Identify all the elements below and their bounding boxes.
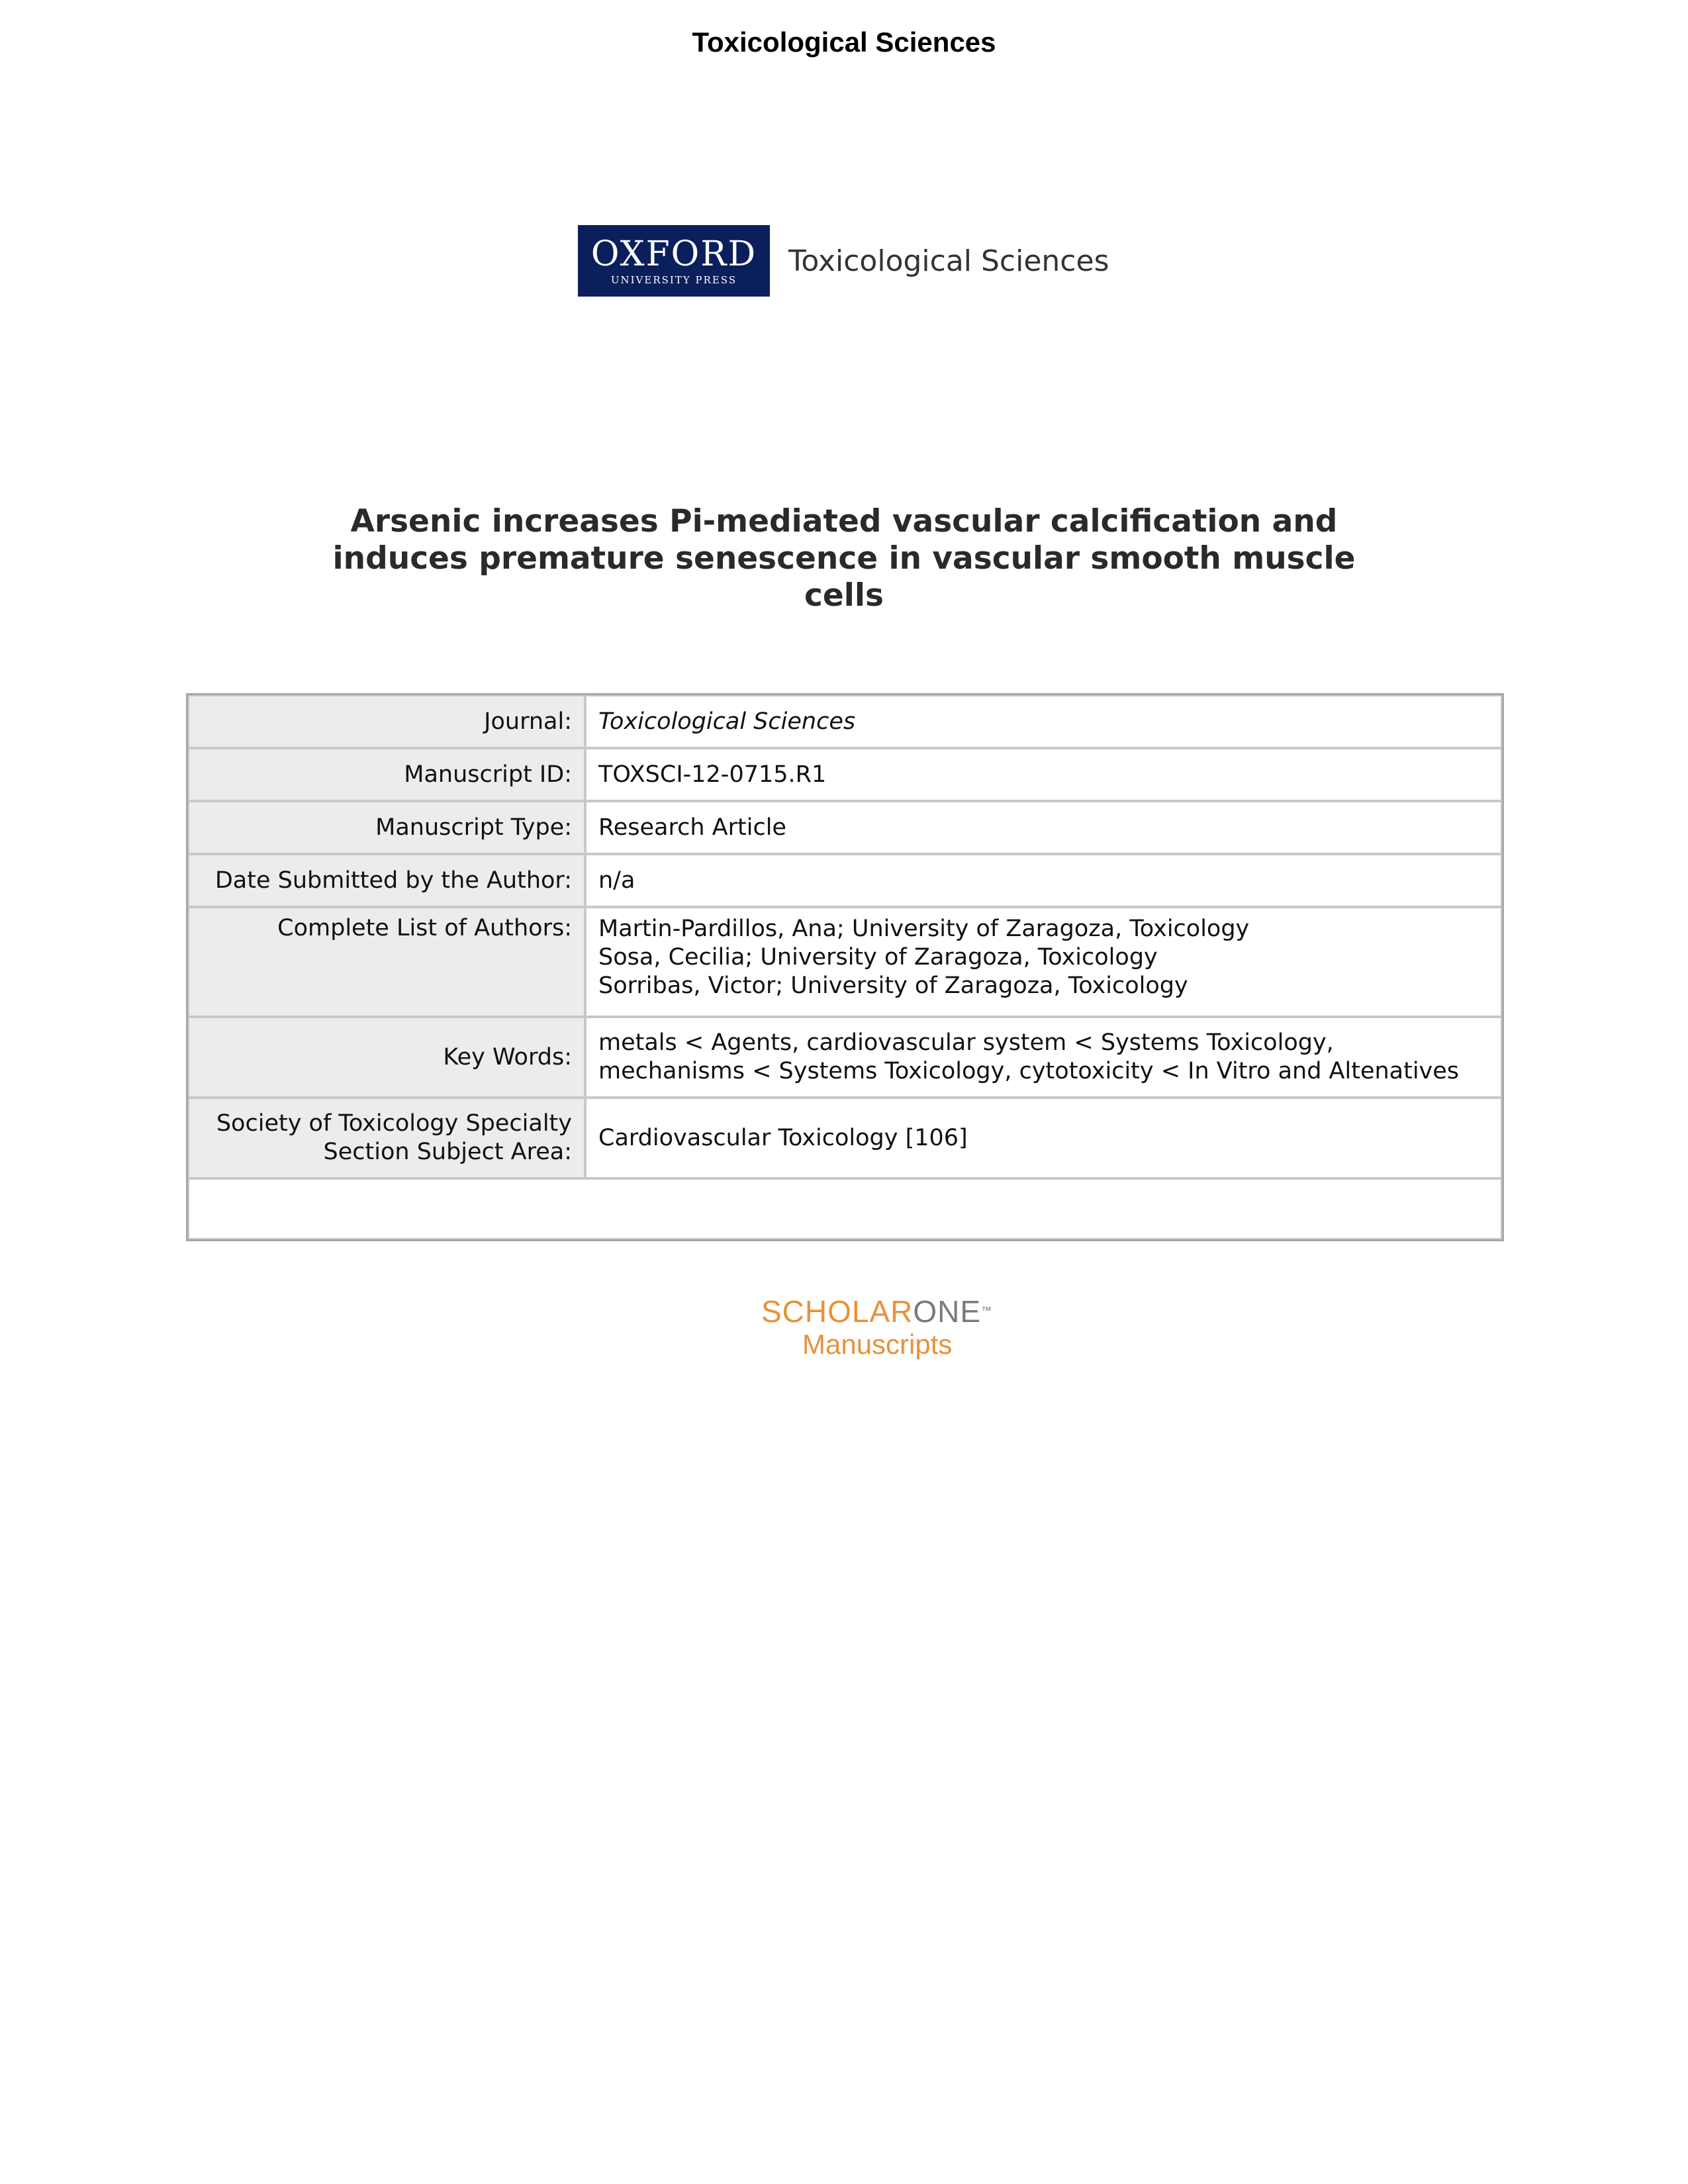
table-row — [188, 907, 1502, 1017]
scholarone-wordmark — [761, 1294, 993, 1329]
scholarone-part1: SCHOLAR — [761, 1294, 914, 1329]
author-entry: Martin-Pardillos, Ana; University of Zaragoza, Toxicology — [598, 916, 1250, 942]
authors-label: Complete List of Authors: — [188, 907, 585, 1017]
empty-cell — [188, 1178, 1502, 1239]
scholarone-part2: ONE — [913, 1294, 982, 1329]
oxford-logo — [578, 225, 770, 297]
journal-logo — [578, 225, 1109, 297]
logo-journal-name: Toxicological Sciences — [788, 244, 1109, 278]
author-entry: Sosa, Cecilia; University of Zaragoza, Toxicology — [598, 944, 1158, 971]
journal-label: Journal: — [188, 695, 585, 748]
scholarone-logo — [761, 1294, 993, 1360]
date-submitted-label: Date Submitted by the Author: — [188, 854, 585, 907]
table-row — [188, 854, 1502, 907]
specialty-label-line: Society of Toxicology Specialty — [216, 1110, 572, 1137]
table-row — [188, 1098, 1502, 1178]
table-row — [188, 748, 1502, 801]
table-row — [188, 695, 1502, 748]
keywords-label: Key Words: — [188, 1017, 585, 1098]
trademark-symbol: ™ — [981, 1306, 993, 1317]
specialty-value: Cardiovascular Toxicology [106] — [585, 1098, 1502, 1178]
manuscript-id-label: Manuscript ID: — [188, 748, 585, 801]
running-head: Toxicological Sciences — [692, 26, 996, 58]
keywords-line: metals < Agents, cardiovascular system < Systems Toxicology, — [598, 1029, 1334, 1056]
authors-list — [585, 907, 1502, 1017]
specialty-label-line: Section Subject Area: — [323, 1139, 572, 1165]
manuscript-type-value: Research Article — [585, 801, 1502, 854]
table-row — [188, 1017, 1502, 1098]
date-submitted-value: n/a — [585, 854, 1502, 907]
manuscript-type-label: Manuscript Type: — [188, 801, 585, 854]
keywords-value — [585, 1017, 1502, 1098]
paper-title: Arsenic increases Pi-mediated vascular calcification and induces premature senescence in vascular smooth muscle cells — [332, 503, 1356, 614]
table-row-empty — [188, 1178, 1502, 1239]
oxford-logo-word: OXFORD — [590, 234, 757, 274]
manuscript-metadata-table — [186, 693, 1504, 1241]
author-entry: Sorribas, Victor; University of Zaragoza, Toxicology — [598, 973, 1188, 999]
specialty-label — [188, 1098, 585, 1178]
oxford-logo-sub: UNIVERSITY PRESS — [610, 274, 737, 286]
scholarone-manuscripts: Manuscripts — [802, 1329, 953, 1360]
table-row — [188, 801, 1502, 854]
journal-value: Toxicological Sciences — [585, 695, 1502, 748]
keywords-line: mechanisms < Systems Toxicology, cytotoxicity < In Vitro and Altenatives — [598, 1058, 1460, 1084]
manuscript-id-value: TOXSCI-12-0715.R1 — [585, 748, 1502, 801]
